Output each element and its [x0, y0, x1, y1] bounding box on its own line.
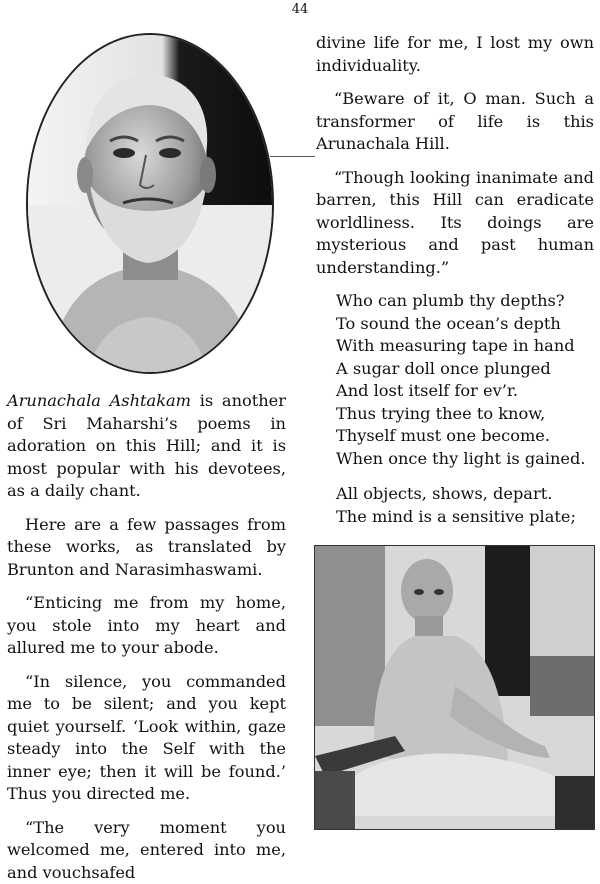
paragraph-passages: Here are a few passages from these works, as translated by Brunton and Narasimhaswami.: [7, 514, 286, 582]
left-text-column: [7, 390, 286, 884]
paragraph-divine-life: divine life for me, I lost my own individuality.: [316, 32, 594, 77]
paragraph-welcomed: “The very moment you welcomed me, entered into me, and vouchsafed: [7, 817, 286, 884]
paragraph-inanimate: “Though looking inanimate and barren, this Hill can eradicate worldliness. Its doings are mysterious and past human understanding.”: [316, 167, 594, 280]
verse-line: All objects, shows, depart.: [336, 483, 594, 506]
verse-line: To sound the ocean’s depth: [336, 313, 594, 336]
verse-objects-depart: [336, 483, 594, 528]
portrait-image: [28, 35, 272, 372]
verse-line: With measuring tape in hand: [336, 335, 594, 358]
paragraph-enticing: “Enticing me from my home, you stole into my heart and allured me to your abode.: [7, 592, 286, 660]
verse-line: When once thy light is gained.: [336, 448, 594, 471]
page-number: 44: [0, 2, 600, 17]
paragraph-ashtakam: [7, 390, 286, 503]
poem-title: Arunachala Ashtakam: [7, 391, 191, 410]
connector-line: [270, 156, 315, 157]
seated-figure-image: [315, 546, 594, 829]
right-text-column: [316, 32, 594, 541]
portrait-photo-oval: [26, 33, 274, 374]
verse-plumb-depths: [336, 290, 594, 470]
paragraph-silence: “In silence, you commanded me to be silent; and you kept quiet yourself. ‘Look within, gaze steady into the Self with the inner eye; then it will be found.’ Thus you directed me.: [7, 671, 286, 806]
seated-photo: [314, 545, 595, 830]
paragraph-beware: “Beware of it, O man. Such a transformer of life is this Arunachala Hill.: [316, 88, 594, 156]
verse-line: The mind is a sensitive plate;: [336, 506, 594, 529]
paragraph-ashtakam-text: is another of Sri Maharshi’s poems in adoration on this Hill; and it is most popular with his devotees, as a daily chant.: [7, 391, 286, 500]
verse-line: Thyself must one become.: [336, 425, 594, 448]
verse-line: And lost itself for ev’r.: [336, 380, 594, 403]
verse-line: Thus trying thee to know,: [336, 403, 594, 426]
verse-line: A sugar doll once plunged: [336, 358, 594, 381]
verse-line: Who can plumb thy depths?: [336, 290, 594, 313]
